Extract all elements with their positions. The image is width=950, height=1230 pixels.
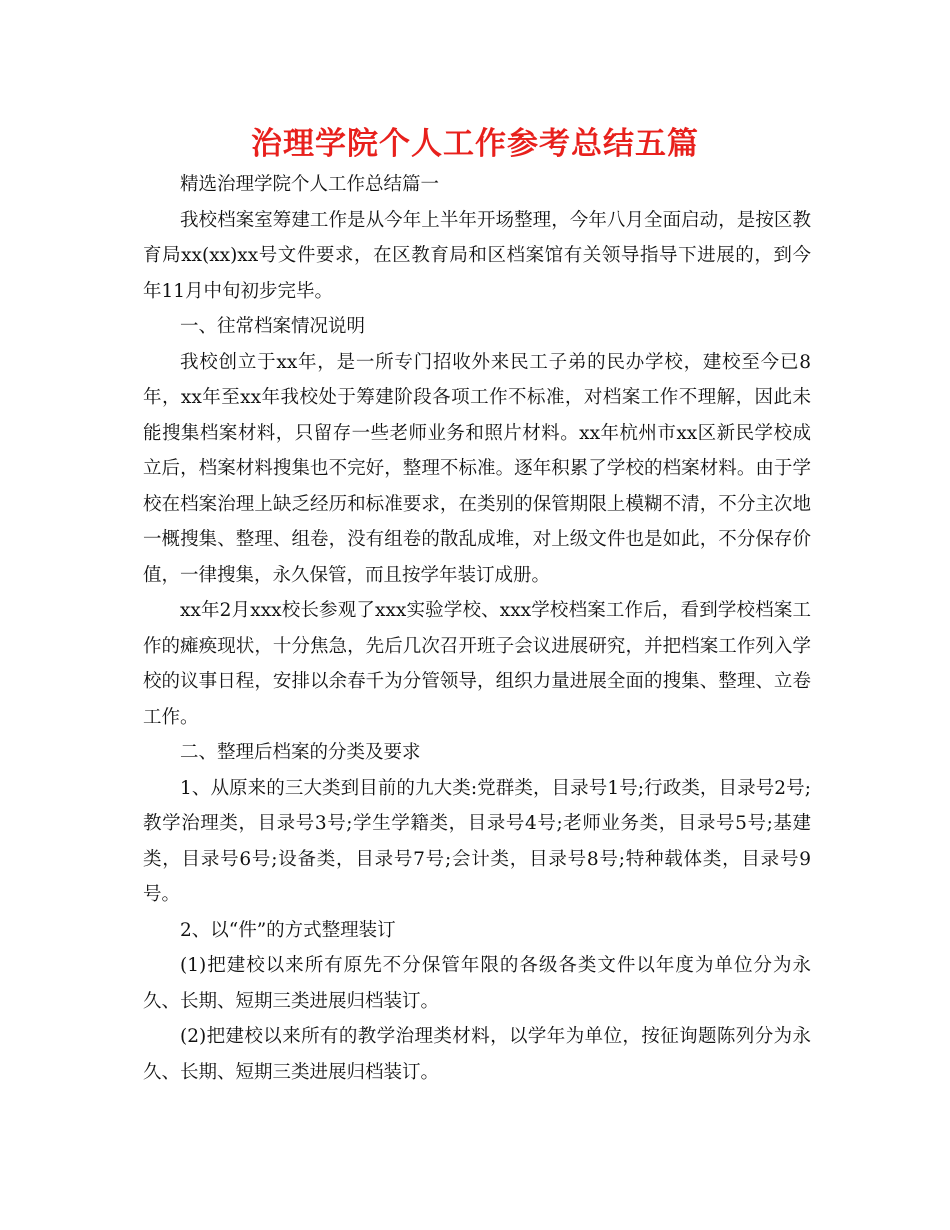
section-heading: 精选治理学院个人工作总结篇一 — [180, 174, 440, 195]
body-paragraph: (2)把建校以来所有的教学治理类材料，以学年为单位，按征询题陈列分为永久、长期、短期三类进展归档装订。 — [143, 1026, 811, 1083]
body-paragraph: 我校创立于xx年，是一所专门招收外来民工子弟的民办学校，建校至今已8年，xx年至xx年我校处于筹建阶段各项工作不标准，对档案工作不理解，因此未能搜集档案材料，只留存一些老师业务和照片材料。xx年杭州市xx区新民学校成立后，档案材料搜集也不完好，整理不标准。逐年积累了学校的档案材料。由于学校在档案治理上缺乏经历和标准要求，在类别的保管期限上模糊不清，不分主次地一概搜集、整理、组卷，没有组卷的散乱成堆，对上级文件也是如此，不分保存价值，一律搜集，永久保管，而且按学年装订成册。 — [143, 351, 811, 586]
subsection-heading: 2、以“件”的方式整理装订 — [180, 919, 396, 941]
body-paragraph: 1、从原来的三大类到目前的九大类:党群类，目录号1号;行政类，目录号2号;教学治理类，目录号3号;学生学籍类，目录号4号;老师业务类，目录号5号;基建类，目录号6号;设备类，目录号7号;会计类，目录号8号;特种载体类，目录号9号。 — [143, 777, 811, 905]
section-heading: 一、往常档案情况说明 — [180, 316, 366, 337]
body-paragraph: (1)把建校以来所有原先不分保管年限的各级各类文件以年度为单位分为永久、长期、短期三类进展归档装订。 — [143, 955, 811, 1012]
body-paragraph: 我校档案室筹建工作是从今年上半年开场整理，今年八月全面启动，是按区教育局xx(xx)xx号文件要求，在区教育局和区档案馆有关领导指导下进展的，到今年11月中旬初步完毕。 — [143, 209, 811, 302]
section-heading: 二、整理后档案的分类及要求 — [180, 742, 421, 763]
document-title: 治理学院个人工作参考总结五篇 — [251, 126, 699, 162]
document-body — [143, 167, 811, 1090]
body-paragraph: xx年2月xxx校长参观了xxx实验学校、xxx学校档案工作后，看到学校档案工作的瘫痪现状，十分焦急，先后几次召开班子会议进展研究，并把档案工作列入学校的议事日程，安排以余春千为分管领导，组织力量进展全面的搜集、整理、立卷工作。 — [143, 600, 811, 728]
